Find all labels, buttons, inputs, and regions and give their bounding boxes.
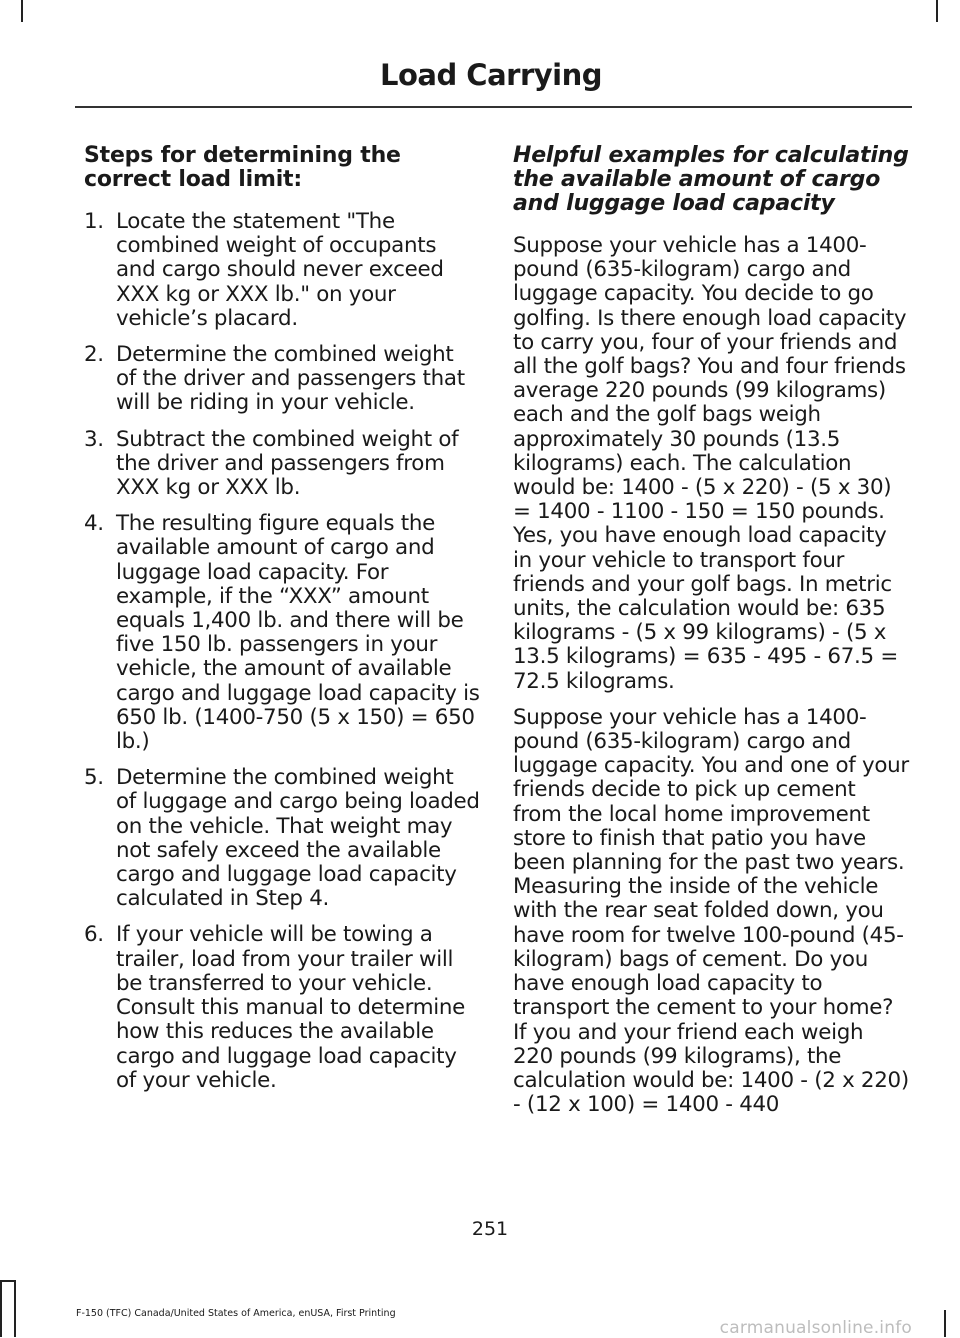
crop-mark-bottom-left — [0, 1280, 2, 1337]
crop-mark-bottom-left-h — [0, 1280, 14, 1282]
example-paragraph-2: Suppose your vehicle has a 1400-pound (635-kilogram) cargo and luggage capacity. You and one of your friends decide to pick up cement from the local home improvement store to finish that patio you have been planning for the past two years. Measuring the inside of the vehicle with the rear seat folded down, you have room for twelve 100-pound (45-kilogram) bags of cement. Do you have enough load capacity to transport the cement to your home? If you and your friend each weigh 220 pounds (99 kilograms), the calculation would be: 1400 - (2 x 220) - (12 x 100) = 1400 - 440 — [513, 704, 909, 1118]
example-paragraph-1: Suppose your vehicle has a 1400-pound (635-kilogram) cargo and luggage capacity. You decide to go golfing. Is there enough load capacity to carry you, four of your friends and all the golf bags? You and four friends average 220 pounds (99 kilograms) each and the golf bags weigh approximately 30 pounds (13.5 kilograms) each. The calculation would be: 1400 - (5 x 220) - (5 x 30) = 1400 - 1100 - 150 = 150 pounds. Yes, you have enough load capacity in your vehicle to transport four friends and your golf bags. In metric units, the calculation would be: 635 kilograms - (5 x 99 kilograms) - (5 x 13.5 kilograms) = 635 - 495 - 67.5 = 72.5 kilograms. — [513, 233, 907, 694]
right-column — [513, 144, 909, 1129]
step-number: 3. — [84, 426, 104, 452]
step-text: Locate the statement "The combined weight of occupants and cargo should never exceed XXX kg or XXX lb." on your vehicle’s placard. — [116, 209, 444, 331]
step-number: 1. — [84, 209, 104, 234]
steps-heading: Steps for determining the correct load limit: — [84, 143, 401, 192]
left-column — [84, 144, 480, 1105]
edition-footer: F-150 (TFC) Canada/United States of America, enUSA, First Printing — [76, 1308, 396, 1319]
step-number: 4. — [84, 511, 104, 537]
step-item — [84, 766, 480, 911]
crop-mark-bottom-left-v — [14, 1280, 16, 1337]
step-text: Subtract the combined weight of the driver and passengers from XXX kg or XXX lb. — [116, 426, 459, 501]
step-text: The resulting figure equals the available amount of cargo and luggage load capacity. For example, if the “XXX” amount equals 1,400 lb. and there will be five 150 lb. passengers in your vehicle, the amount of available cargo and luggage load capacity is 650 lb. (1400-750 (5 x 150) = 650 lb.) — [116, 511, 480, 755]
page-number: 251 — [471, 1218, 509, 1240]
step-number: 5. — [84, 765, 104, 791]
page-title: Load Carrying — [379, 58, 602, 92]
step-item — [84, 512, 480, 754]
header-divider — [75, 106, 912, 108]
step-item — [84, 210, 480, 331]
steps-list — [84, 210, 480, 1093]
crop-mark-bottom-right — [944, 1310, 946, 1337]
step-item — [84, 428, 480, 501]
step-text: Determine the combined weight of the driver and passengers that will be riding in your vehicle. — [116, 342, 465, 416]
step-number: 2. — [84, 342, 104, 368]
step-item — [84, 343, 480, 416]
crop-mark-top-left — [21, 0, 23, 22]
step-item — [84, 923, 480, 1092]
site-watermark: carmanualsonline.info — [719, 1318, 912, 1338]
step-text: Determine the combined weight of luggage and cargo being loaded on the vehicle. That weight may not safely exceed the available cargo and luggage load capacity calculated in Step 4. — [116, 765, 480, 912]
examples-heading: Helpful examples for calculating the available amount of cargo and luggage load capacity — [513, 143, 909, 216]
step-text: If your vehicle will be towing a trailer, load from your trailer will be transferred to your vehicle. Consult this manual to determine how this reduces the available cargo and luggage load capacity of your vehicle. — [116, 922, 466, 1093]
crop-mark-top-right — [936, 0, 938, 22]
step-number: 6. — [84, 922, 104, 948]
